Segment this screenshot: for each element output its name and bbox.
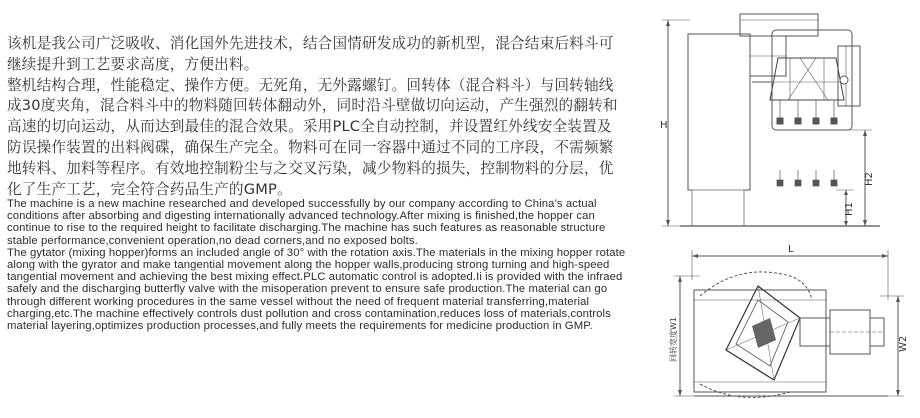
label-l: L xyxy=(788,244,794,255)
chinese-paragraph-2: 整机结构合理，性能稳定、操作方便。无死角，无外露螺钉。回转体（混合料斗）与回转轴线成30度夹角，混合料斗中的物料随回转体翻动外，同时沿斗壁做切向运动，产生强烈的翻转和高速的切向运动，从而达到最佳的混合效果。采用PLC全自动控制，并设置红外线安全装置及防误操作装置的出料阀碟，确保生产完全。物料可在同一容器中通过不同的工序段，不需频繁地转料、加料等程序。有效地控制粉尘与之交叉污染，减少物料的损失，控制物料的分层，优化了生产工艺，完全符合药品生产的GMP。 xyxy=(7,76,618,198)
mixing-hopper-front xyxy=(770,58,848,124)
chinese-description xyxy=(7,34,625,200)
chinese-paragraph-1: 该机是我公司广泛吸收、消化国外先进技术，结合国情研发成功的新机型，混合结束后料斗可继续提升到工艺要求高度，方便出料。 xyxy=(7,35,614,73)
label-w1: 回转宽度W1 xyxy=(669,317,678,362)
label-w2: W2 xyxy=(898,335,909,352)
machine-column xyxy=(688,34,750,190)
english-paragraph-2: The gytator (mixing hopper)forms an included angle of 30° with the rotation axis.The materials in the mixing hopper rotate along with the gyrator and make tangential movement along the hopper walls,producing strong turning and high-speed tangential movement and achieving the best mixing effect.PLC automatic control is adopted.Ii is provided with the infraed safely and the discharging butterfly valve with the misoperation prevent to ensure safe production.The material can go through different working procedures in the same vessel without the need of frequent material transferring,material charging,etc.The machine effectively controls dust pollution and cross contamination,reduces loss of materials,controls material layering,optimizes production processes,and fully meets the requirements for medicine production in GMP. xyxy=(7,246,626,333)
machine-technical-drawing xyxy=(640,0,920,418)
label-h1: H1 xyxy=(844,202,855,216)
english-description xyxy=(7,198,633,332)
label-h: H xyxy=(660,120,668,131)
english-paragraph-1: The machine is a new machine researched and developed successfully by our company according to China’s actual conditions after absorbing and digesting internationally advanced technology.After mixing is finished,the hopper can continue to rise to the required height to facilitate discharging.The machine has such features as reasonable structure stable performance,convenient operation,no dead corners,and no exposed bolts. xyxy=(7,198,606,247)
label-h2: H2 xyxy=(864,172,875,186)
